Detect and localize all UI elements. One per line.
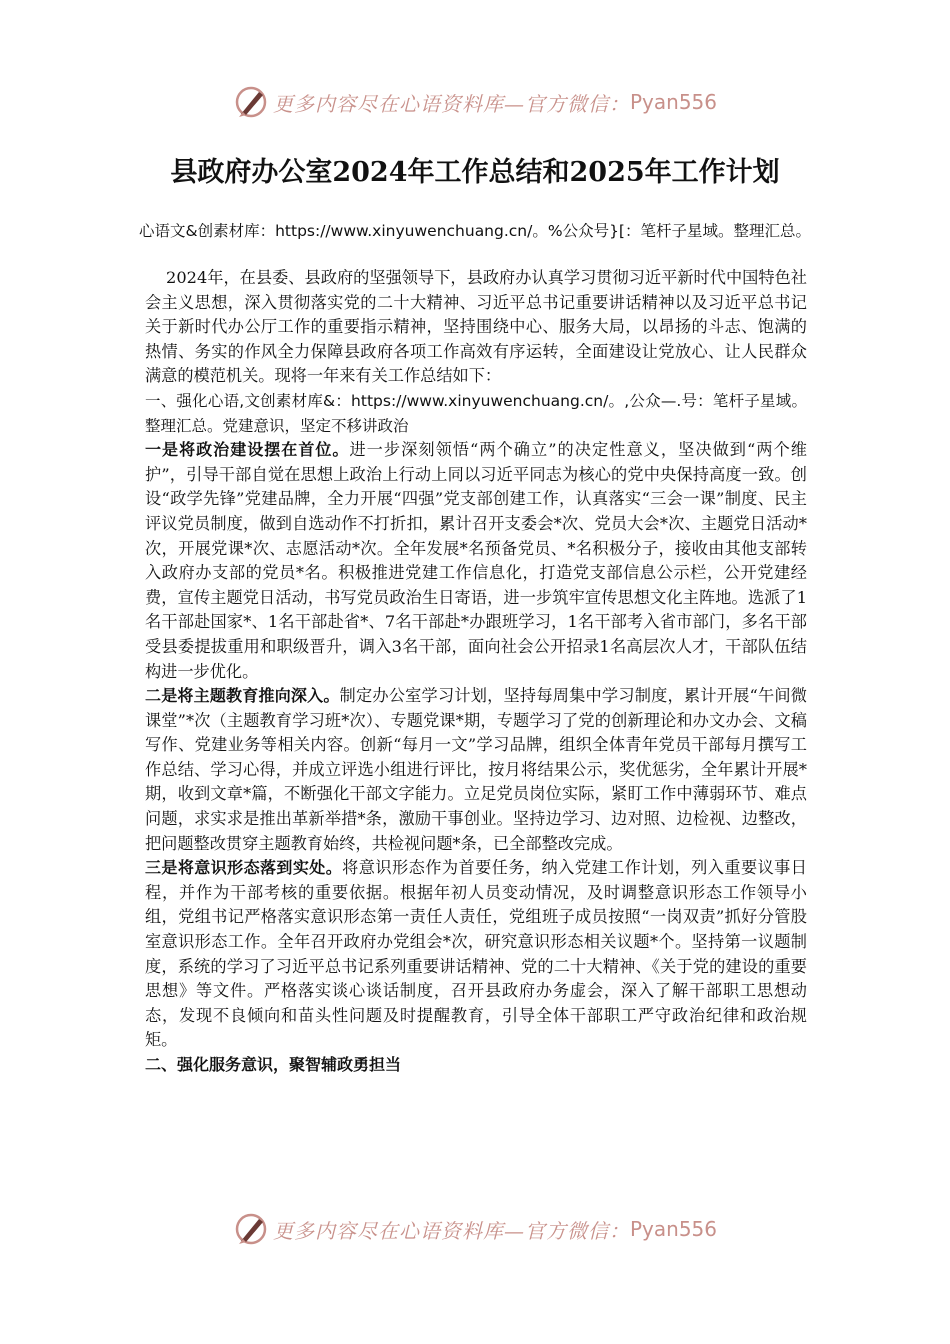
section-1-heading: 一、强化心语,文创素材库&：https://www.xinyuwenchuang.cn/。,公众—.号：笔杆子星域。整理汇总。党建意识，坚定不移讲政治 xyxy=(145,391,807,435)
paragraph-1-body: 进一步深刻领悟“两个确立”的决定性意义，坚决做到“两个维护”，引导干部自觉在思想上政治上行动上同以习近平同志为核心的党中央保持高度一致。创设“政学先锋”党建品牌，全力开展“四强”党支部创建工作，认真落实“三会一课”制度、民主评议党员制度，做到自选动作不打折扣，累计召开支委会*次、党员大会*次、主题党日活动*次，开展党课*次、志愿活动*次。全年发展*名预备党员、*名积极分子，接收由其他支部转入政府办支部的党员*名。积极推进党建工作信息化，打造党支部信息公示栏，公开党建经费，宣传主题党日活动，书写党员政治生日寄语，进一步筑牢宣传思想文化主阵地。选派了1名干部赴国家*、1名干部赴省*、7名干部赴*办跟班学习，1名干部考入省市部门，多名干部受县委提拔重用和职级晋升，调入3名干部，面向社会公开招录1名高层次人才，干部队伍结构进一步优化。 xyxy=(145,440,807,681)
section-2-heading: 二、强化服务意识，聚智辅政勇担当 xyxy=(145,1055,402,1074)
paragraph-1 xyxy=(145,438,807,684)
pen-logo-icon xyxy=(233,84,269,120)
banner-wechat-id: Pyan556 xyxy=(629,90,717,114)
source-note: 心语文&创素材库：https://www.xinyuwenchuang.cn/。%公众号}[：笔杆子星域。整理汇总。 xyxy=(139,222,811,240)
paragraph-2 xyxy=(145,684,807,856)
intro-paragraph: 2024年，在县委、县政府的坚强领导下，县政府办认真学习贯彻习近平新时代中国特色社会主义思想，深入贯彻落实党的二十大精神、习近平总书记重要讲话精神以及习近平总书记关于新时代办公厅工作的重要指示精神，坚持围绕中心、服务大局，以昂扬的斗志、饱满的热情、务实的作风全力保障县政府各项工作高效有序运转，全面建设让党放心、让人民群众满意的模范机关。现将一年来有关工作总结如下： xyxy=(145,268,807,386)
paragraph-3-body: 将意识形态作为首要任务，纳入党建工作计划，列入重要议事日程，并作为干部考核的重要依据。根据年初人员变动情况，及时调整意识形态工作领导小组，党组书记严格落实意识形态第一责任人责任，党组班子成员按照“一岗双责”抓好分管股室意识形态工作。全年召开政府办党组会*次，研究意识形态相关议题*个。坚持第一议题制度，系统的学习了习近平总书记系列重要讲话精神、党的二十大精神、《关于党的建设的重要思想》等文件。严格落实谈心谈话制度，召开县政府办务虚会，深入了解干部职工思想动态，发现不良倾向和苗头性问题及时提醒教育，引导全体干部职工严守政治纪律和政治规矩。 xyxy=(145,858,807,1050)
banner-wechat-id: Pyan556 xyxy=(629,1217,717,1241)
banner-text: 更多内容尽在心语资料库—官方微信： xyxy=(272,91,630,116)
footer-watermark-banner xyxy=(0,1209,950,1249)
paragraph-2-lead: 二是将主题教育推向深入。 xyxy=(145,686,340,706)
paragraph-2-body: 制定办公室学习计划，坚持每周集中学习制度，累计开展“午间微课堂”*次（主题教育学习班*次）、专题党课*期，专题学习了党的创新理论和办文办会、文稿写作、党建业务等相关内容。创新“每月一文”学习品牌，组织全体青年党员干部每月撰写工作总结、学习心得，并成立评选小组进行评比，按月将结果公示，奖优惩劣，全年累计开展*期，收到文章*篇，不断强化干部文字能力。立足党员岗位实际，紧盯工作中薄弱环节、难点问题，求实求是推出革新举措*条，激励干事创业。坚持边学习、边对照、边检视、边整改，把问题整改贯穿主题教育始终，共检视问题*条，已全部整改完成。 xyxy=(145,686,807,853)
document-body xyxy=(145,266,807,1078)
pen-logo-icon xyxy=(233,1211,269,1247)
header-watermark-banner xyxy=(0,82,950,122)
paragraph-1-lead: 一是将政治建设摆在首位。 xyxy=(145,440,350,460)
banner-text: 更多内容尽在心语资料库—官方微信： xyxy=(272,1218,630,1243)
paragraph-3 xyxy=(145,856,807,1053)
document-title: 县政府办公室2024年工作总结和2025年工作计划 xyxy=(170,157,780,188)
paragraph-3-lead: 三是将意识形态落到实处。 xyxy=(145,858,343,878)
